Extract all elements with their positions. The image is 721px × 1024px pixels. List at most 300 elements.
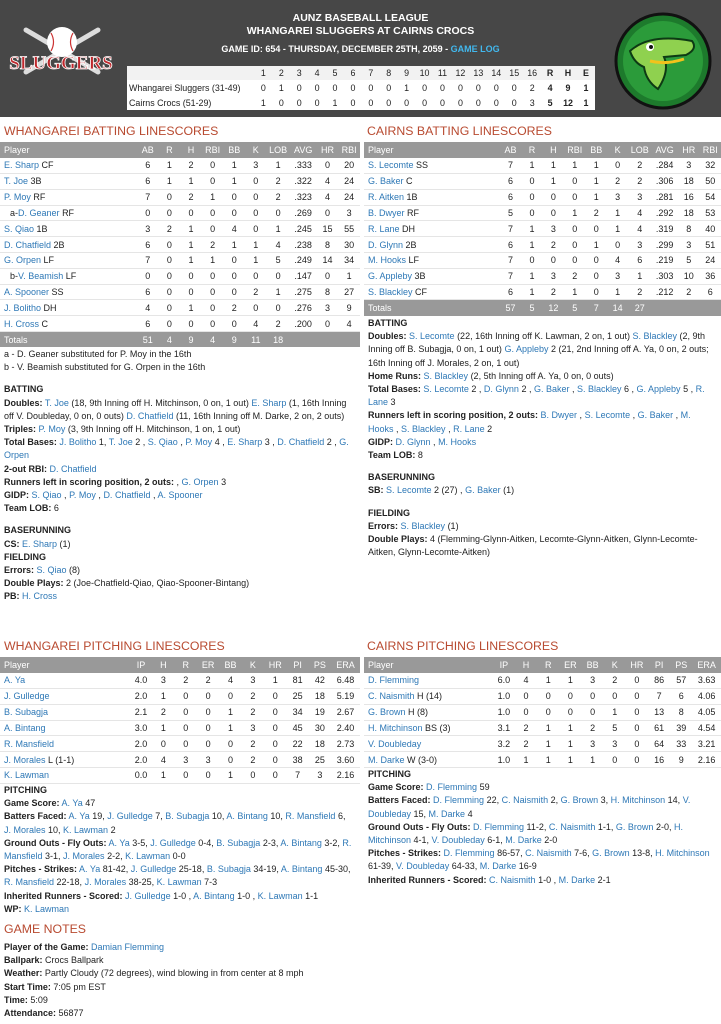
player-link[interactable]: V. Doubleday (431, 835, 485, 846)
stat-cell: .306 (651, 174, 678, 190)
linescore-cell: 0 (296, 82, 302, 93)
cairns-pitching-title: CAIRNS PITCHING LINESCORES (367, 639, 559, 653)
player-link[interactable]: C. Naismith (368, 691, 415, 702)
player-link[interactable]: K. Lawman (156, 877, 202, 888)
stat-cell: 0 (521, 253, 542, 269)
table-row (0, 300, 360, 316)
game-log-link[interactable]: GAME LOG (450, 44, 500, 54)
player-link[interactable]: E. Sharp (4, 160, 40, 171)
player-link[interactable]: J. Gulledge (4, 691, 50, 702)
column-header: LOB (267, 142, 290, 158)
stat-cell: 7 (137, 253, 159, 269)
player-link[interactable]: G. Baker (368, 176, 404, 187)
stat-cell: 0 (264, 768, 286, 784)
player-cell (0, 768, 130, 784)
linescore-cell: 0 (475, 97, 481, 108)
player-link[interactable]: G. Baker (533, 384, 570, 395)
player-link[interactable]: A. Spooner (4, 287, 50, 298)
linescore-header (127, 66, 595, 80)
player-link[interactable]: B. Subagja (216, 837, 261, 848)
linescore-cell: 9 (565, 82, 571, 93)
stat-cell: 81 (286, 673, 308, 689)
linescore-cell: 0 (440, 82, 445, 93)
player-link[interactable]: M. Hooks (368, 255, 407, 266)
header-banner (0, 0, 721, 117)
player-link[interactable]: M. Hooks (438, 436, 477, 447)
stat-cell: 0 (543, 253, 564, 269)
stat-cell: 0 (626, 673, 648, 689)
stat-cell: 51 (699, 237, 721, 253)
table-row (364, 752, 721, 768)
stat-cell: 39 (670, 720, 692, 736)
stat-cell: 0 (543, 189, 564, 205)
player-link[interactable]: B. Subagja (4, 707, 49, 718)
stat-cell: 1 (245, 253, 267, 269)
stat-cell: 2.16 (331, 768, 360, 784)
player-link[interactable]: S. Qiao (31, 490, 62, 501)
player-link[interactable]: D. Chatfield (277, 437, 325, 448)
stat-cell: 2 (564, 268, 585, 284)
player-link[interactable]: M. Darke (368, 754, 405, 765)
player-link[interactable]: G. Appleby (368, 271, 413, 282)
player-link[interactable]: S. Lecomte (409, 331, 455, 342)
column-header: Player (364, 142, 500, 158)
player-cell: J. Bolitho DH (0, 300, 137, 316)
player-link[interactable]: H. Cross (4, 318, 40, 329)
linescore-cell: 0 (350, 82, 356, 93)
player-link[interactable]: D. Glynn (483, 384, 519, 395)
player-link[interactable]: D. Flemming (433, 795, 485, 806)
stat-cell: 0 (197, 768, 219, 784)
player-link[interactable]: H. Mitchinson (655, 848, 710, 859)
stat-cell: 3 (607, 268, 628, 284)
stat-cell: 10 (678, 268, 699, 284)
player-link[interactable]: B. Dwyer (540, 410, 578, 421)
linescore-cell: 5 (326, 66, 344, 80)
stat-cell: 1 (543, 174, 564, 190)
matchup-title: WHANGAREI SLUGGERS AT CAIRNS CROCS (246, 25, 475, 37)
player-cell: M. Darke W (3-0) (364, 752, 493, 768)
stat-cell: 0.0 (130, 768, 152, 784)
linescore-cell: 9 (398, 66, 416, 80)
player-link[interactable]: A. Bintang (280, 864, 323, 875)
player-link[interactable]: E. Sharp (22, 538, 58, 549)
stat-cell: 2 (197, 673, 219, 689)
player-link[interactable]: S. Blackley (576, 384, 622, 395)
table-row (0, 158, 360, 174)
stat-cell: 3 (628, 189, 651, 205)
stat-cell: 6.0 (493, 673, 515, 689)
totals-cell: 57 (500, 300, 521, 316)
player-link[interactable]: T. Joe (108, 437, 133, 448)
player-link[interactable]: S. Qiao (147, 437, 178, 448)
player-link[interactable]: R. Lane (368, 223, 400, 234)
stat-cell: 6 (137, 316, 159, 332)
stat-cell: 0 (559, 704, 581, 720)
stat-cell: 1 (521, 237, 542, 253)
stat-cell: 0 (245, 300, 267, 316)
player-link[interactable]: R. Lane (453, 423, 485, 434)
column-header: AB (137, 142, 159, 158)
svg-text:SLUGGERS: SLUGGERS (9, 53, 113, 74)
player-link[interactable]: G. Appleby (504, 344, 549, 355)
player-link[interactable]: K. Lawman (257, 890, 303, 901)
player-link[interactable]: D. Chatfield (126, 410, 174, 421)
player-cell: E. Sharp CF (0, 158, 137, 174)
player-link[interactable]: R. Lane (368, 384, 705, 408)
player-link[interactable]: S. Blackley (423, 370, 469, 381)
whangarei-batting-title: WHANGAREI BATTING LINESCORES (4, 124, 219, 138)
player-link[interactable]: H. Cross (22, 591, 58, 602)
totals-cell: 9 (180, 332, 202, 348)
column-header: K (604, 657, 626, 673)
player-link[interactable]: J. Morales (84, 877, 127, 888)
stat-cell: 86 (648, 673, 670, 689)
player-link[interactable]: K. Lawman (63, 824, 109, 835)
stat-cell: 1 (537, 736, 559, 752)
stat-cell: 4 (152, 752, 174, 768)
player-link[interactable]: D. Chatfield (49, 463, 97, 474)
player-link[interactable]: S. Qiao (36, 565, 67, 576)
stat-cell: 1 (267, 284, 290, 300)
player-link[interactable]: J. Bolitho (4, 302, 42, 313)
player-link[interactable]: S. Blackley (368, 287, 413, 298)
player-cell: a-D. Geaner RF (0, 205, 137, 221)
player-link[interactable]: M. Darke (428, 808, 466, 819)
stat-cell: 3 (581, 736, 603, 752)
player-link[interactable]: D. Chatfield (103, 490, 151, 501)
player-link[interactable]: P. Moy (185, 437, 213, 448)
stat-cell: 0 (242, 768, 264, 784)
player-link[interactable]: B. Dwyer (368, 208, 405, 219)
table-header (364, 657, 721, 673)
player-link[interactable]: K. Lawman (24, 903, 70, 914)
linescore-cell: 0 (422, 82, 428, 93)
player-link[interactable]: G. Appleby (636, 384, 681, 395)
player-link[interactable]: J. Gulledge (125, 890, 171, 901)
stat-cell: 2.40 (331, 720, 360, 736)
player-link[interactable]: S. Blackley (632, 331, 678, 342)
stat-cell: 0 (180, 268, 202, 284)
player-link[interactable]: G. Baker (637, 410, 674, 421)
player-link[interactable]: T. Joe (4, 176, 29, 187)
player-link[interactable]: G. Brown (615, 821, 654, 832)
totals-cell: 51 (137, 332, 159, 348)
stat-cell: 5 (604, 720, 626, 736)
player-link[interactable]: J. Gulledge (107, 811, 153, 822)
stat-cell: 0 (245, 205, 267, 221)
stat-cell: 2.0 (130, 736, 152, 752)
player-link[interactable]: B. Subagja (206, 864, 251, 875)
player-link[interactable]: A. Bintang (226, 811, 268, 822)
player-link[interactable]: V. Doubleday (368, 795, 691, 819)
player-cell (0, 720, 130, 736)
player-cell: H. Cross C (0, 316, 137, 332)
player-link[interactable]: G. Orpen (4, 255, 42, 266)
stat-cell: 0 (264, 689, 286, 705)
player-link[interactable]: A. Ya (61, 798, 83, 809)
player-link[interactable]: G. Brown (560, 795, 599, 806)
player-link[interactable]: C. Naismith (548, 821, 596, 832)
player-link[interactable]: S. Blackley (401, 423, 446, 434)
stat-cell: 30 (338, 237, 360, 253)
stat-cell: 0 (219, 689, 241, 705)
stat-cell: 0 (564, 237, 585, 253)
cairns-batting-title: CAIRNS BATTING LINESCORES (367, 124, 552, 138)
linescore-cell: 3 (529, 97, 535, 108)
stat-cell: 0 (202, 316, 224, 332)
player-link[interactable]: A. Ya (68, 811, 90, 822)
totals-cell (651, 300, 678, 316)
player-link[interactable]: A. Bintang (280, 837, 322, 848)
player-link[interactable]: C. Naismith (525, 848, 572, 859)
player-link[interactable]: G. Orpen (181, 476, 219, 487)
stat-cell: .200 (290, 316, 317, 332)
player-link[interactable]: M. Darke (558, 874, 596, 885)
table-row (364, 158, 721, 174)
stat-cell: .249 (290, 253, 317, 269)
table-row (0, 189, 360, 205)
totals-cell: Totals (0, 332, 137, 348)
stat-cell: 1 (586, 189, 607, 205)
stat-cell: 0 (543, 205, 564, 221)
player-link[interactable]: R. Aitken (368, 192, 405, 203)
stat-cell: 53 (699, 205, 721, 221)
stat-cell: 8 (317, 237, 339, 253)
stat-cell: 4.54 (692, 720, 721, 736)
cairns-pitching-table (364, 657, 721, 768)
stat-cell: 1 (543, 158, 564, 174)
player-link[interactable]: S. Qiao (4, 223, 35, 234)
table-row (364, 174, 721, 190)
stat-cell: 0 (152, 736, 174, 752)
stat-cell: 1 (559, 736, 581, 752)
table-row (364, 689, 721, 705)
stat-cell: 1.0 (493, 704, 515, 720)
player-link[interactable]: P. Moy (38, 424, 66, 435)
player-link[interactable]: A. Ya (108, 837, 130, 848)
player-link[interactable]: A. Bintang (193, 890, 235, 901)
player-link[interactable]: D. Glynn (395, 436, 431, 447)
player-link[interactable]: V. Doubleday (396, 861, 450, 872)
player-link[interactable]: D. Flemming (426, 782, 478, 793)
stat-cell: 6 (628, 253, 651, 269)
player-link[interactable]: H. Mitchinson (610, 795, 666, 806)
linescore-cell: 4 (547, 82, 553, 93)
stat-cell: 2 (180, 189, 202, 205)
player-link[interactable]: P. Moy (69, 490, 96, 501)
player-cell (364, 673, 493, 689)
stat-cell: 0 (264, 720, 286, 736)
column-header: ER (559, 657, 581, 673)
stat-cell: 1 (180, 237, 202, 253)
player-link[interactable]: C. Naismith (501, 795, 549, 806)
stat-cell: 1 (152, 689, 174, 705)
stat-cell: 0 (264, 704, 286, 720)
stat-cell: 2.0 (130, 752, 152, 768)
stat-cell: 3.60 (331, 752, 360, 768)
player-link[interactable]: D. Glynn (368, 239, 404, 250)
player-cell (364, 736, 493, 752)
player-link[interactable]: G. Brown (368, 707, 406, 718)
stat-cell: 0 (223, 316, 245, 332)
linescore-cell: 15 (505, 66, 523, 80)
player-link[interactable]: D. Flemming (368, 675, 420, 686)
stat-cell: .219 (651, 253, 678, 269)
table-row (0, 205, 360, 221)
table-row (0, 221, 360, 237)
stat-cell: 3 (338, 205, 360, 221)
player-link[interactable]: J. Morales (63, 851, 105, 862)
player-link[interactable]: R. Mansfield (4, 877, 55, 888)
player-link[interactable]: R. Mansfield (4, 738, 55, 749)
stat-cell: 7 (648, 689, 670, 705)
player-link[interactable]: A. Bintang (4, 723, 46, 734)
player-link[interactable]: E. Sharp (251, 397, 287, 408)
player-link[interactable]: S. Lecomte (423, 384, 469, 395)
player-link[interactable]: J. Gulledge (130, 864, 177, 875)
column-header: ERA (331, 657, 360, 673)
stat-cell: 19 (309, 704, 331, 720)
stat-cell: 2 (242, 704, 264, 720)
stat-cell: 25 (286, 689, 308, 705)
linescore-cell: 0 (332, 82, 338, 93)
stat-cell: 0 (245, 174, 267, 190)
stat-cell: 0 (202, 268, 224, 284)
linescore-cell: 0 (457, 97, 463, 108)
column-header: RBI (338, 142, 360, 158)
linescore-cell: 16 (523, 66, 541, 80)
stat-cell: 24 (699, 253, 721, 269)
player-cell (0, 689, 130, 705)
player-link[interactable]: J. Morales (4, 754, 46, 765)
player-link[interactable]: D. Geaner (18, 208, 60, 219)
player-link[interactable]: C. Naismith (489, 874, 536, 885)
stat-cell: 0 (159, 268, 181, 284)
player-link[interactable]: J. Gulledge (150, 837, 196, 848)
stat-cell: 1 (152, 768, 174, 784)
stat-cell: 0 (180, 205, 202, 221)
linescore-cell: 0 (350, 97, 356, 108)
column-header: H (152, 657, 174, 673)
player-link[interactable]: H. Mitchinson (368, 723, 423, 734)
player-link[interactable]: S. Lecomte (368, 160, 414, 171)
table-row (0, 689, 360, 705)
stat-cell: 1 (564, 284, 585, 300)
stat-cell: 40 (699, 221, 721, 237)
player-link[interactable]: A. Ya (4, 675, 26, 686)
stat-cell: 1 (180, 174, 202, 190)
player-link[interactable]: S. Lecomte (386, 485, 432, 496)
stat-cell: 0 (175, 720, 197, 736)
stat-cell: 0 (564, 189, 585, 205)
stat-cell: 33 (670, 736, 692, 752)
stat-cell: .147 (290, 268, 317, 284)
stat-cell: 0 (264, 736, 286, 752)
stat-cell: 0 (180, 316, 202, 332)
column-header: ER (197, 657, 219, 673)
stat-cell: 38 (286, 752, 308, 768)
player-link[interactable]: S. Lecomte (584, 410, 631, 421)
player-link[interactable]: M. Darke (505, 835, 542, 846)
stat-cell: 3.1 (493, 720, 515, 736)
player-link[interactable]: R. Mansfield (285, 811, 336, 822)
player-link[interactable]: T. Joe (44, 397, 69, 408)
linescore-row (127, 80, 595, 95)
stat-cell: 0 (202, 221, 224, 237)
table-row (364, 253, 721, 269)
player-link[interactable]: M. Hooks (368, 410, 691, 434)
column-header: H (180, 142, 202, 158)
player-link[interactable]: M. Darke (479, 861, 517, 872)
player-link[interactable]: S. Blackley (400, 520, 446, 531)
column-header: HR (678, 142, 699, 158)
stat-cell: 54 (699, 189, 721, 205)
player-link[interactable]: E. Sharp (227, 437, 263, 448)
player-link[interactable]: B. Subagja (165, 811, 210, 822)
player-link[interactable]: K. Lawman (4, 770, 50, 781)
totals-cell (338, 332, 360, 348)
whangarei-pitching-title: WHANGAREI PITCHING LINESCORES (4, 639, 225, 653)
player-link[interactable]: G. Baker (465, 485, 501, 496)
linescore-cell: Whangarei Sluggers (31-49) (129, 82, 241, 93)
player-link[interactable]: D. Flemming (443, 848, 495, 859)
player-link[interactable]: A. Spooner (157, 490, 203, 501)
player-link[interactable]: R. Mansfield (4, 837, 352, 862)
linescore-cell: 2 (272, 66, 290, 80)
stat-cell: .276 (290, 300, 317, 316)
stat-cell: 1 (223, 158, 245, 174)
player-link[interactable]: P. Moy (4, 192, 31, 203)
stat-cell: 0 (202, 205, 224, 221)
player-link[interactable]: H. Mitchinson (368, 821, 683, 846)
stat-cell: 0 (521, 205, 542, 221)
player-link[interactable]: G. Brown (592, 848, 630, 859)
stat-cell: 0 (202, 174, 224, 190)
player-link[interactable]: D. Flemming (473, 821, 525, 832)
player-link[interactable]: V. Beamish (18, 271, 64, 282)
player-link[interactable]: A. Ya (79, 864, 101, 875)
stat-cell: 4 (137, 300, 159, 316)
player-link[interactable]: V. Doubleday (368, 738, 422, 749)
game-notes-title: GAME NOTES (4, 922, 86, 936)
table-row (0, 704, 360, 720)
stat-cell: 0 (175, 736, 197, 752)
player-link[interactable]: D. Chatfield (4, 239, 52, 250)
stat-cell: 0 (581, 689, 603, 705)
player-link[interactable]: J. Bolitho (59, 437, 97, 448)
stat-cell: 4 (317, 189, 339, 205)
stat-cell: .284 (651, 158, 678, 174)
totals-row (364, 300, 721, 316)
player-link[interactable]: J. Morales (4, 824, 46, 835)
player-link[interactable]: G. Orpen (4, 437, 349, 461)
stat-cell: 8 (317, 284, 339, 300)
cairns-pitching-notes: PITCHING Game Score: D. Flemming 59 Batters Faced: D. Flemming 22, C. Naismith 2, G. Brown 3, H. Mitchinson 14, V. Doubleday 15, M. Darke 4 Ground Outs - Fly Outs: D. Flemming 11-2, C. Naismith 1-1, G. Brown 2-0, H. Mitchinson 4-1, V. Doubleday 6-1, M. Darke 2-0 Pitches - Strikes: D. Flemming 86-57, C. Naismith 7-6, G. Brown 13-8, H. Mitchinson 61-39, V. Doubleday 64-33, M. Darke 16-9 Inherited Runners - Scored: C. Naismith 1-0 , M. Darke 2-1 (368, 769, 710, 885)
stat-cell: 0 (159, 316, 181, 332)
stat-cell: 2 (581, 720, 603, 736)
player-of-game-link[interactable]: Damian Flemming (91, 942, 165, 952)
stat-cell: .281 (651, 189, 678, 205)
player-cell: G. Appleby 3B (364, 268, 500, 284)
stat-cell: 6 (670, 689, 692, 705)
player-link[interactable]: K. Lawman (125, 851, 171, 862)
stat-cell: 5 (500, 205, 521, 221)
stat-cell: 7 (137, 189, 159, 205)
stat-cell: 2 (543, 237, 564, 253)
player-cell: G. Brown H (8) (364, 704, 493, 720)
player-cell: S. Lecomte SS (364, 158, 500, 174)
